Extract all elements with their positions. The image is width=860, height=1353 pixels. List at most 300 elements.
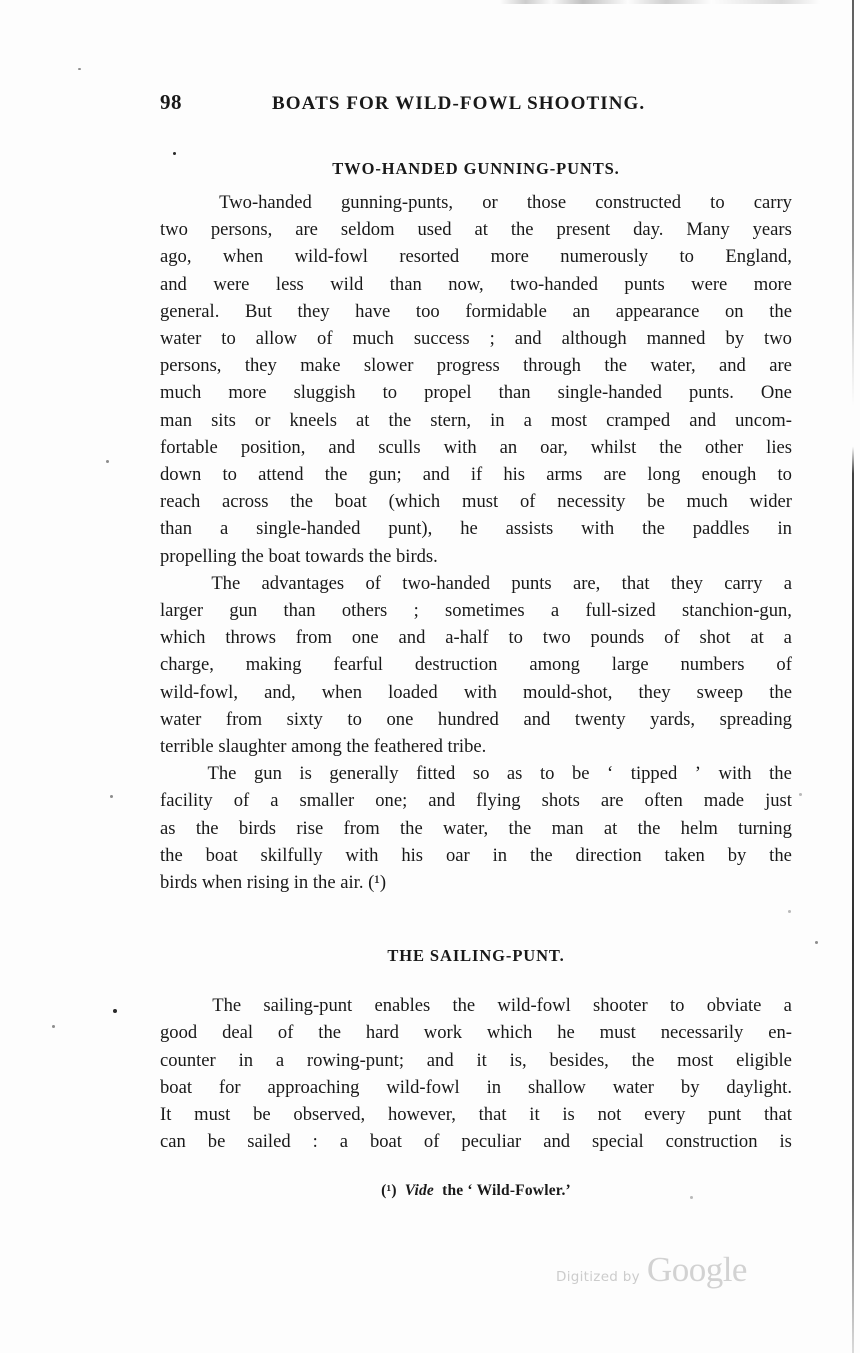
- word: gun: [229, 600, 258, 622]
- word: most: [677, 1049, 714, 1071]
- word: larger: [160, 600, 204, 622]
- word: and: [426, 1049, 454, 1071]
- word: man: [160, 409, 193, 431]
- word: throws: [225, 627, 276, 649]
- text-line: [160, 461, 792, 488]
- word: water: [612, 1076, 654, 1098]
- word: sailing-punt: [263, 995, 353, 1017]
- word: shooter: [593, 995, 648, 1017]
- word: facility: [160, 790, 213, 812]
- word: generally: [329, 763, 399, 785]
- word: boat: [160, 1076, 193, 1098]
- word: flying: [476, 790, 521, 812]
- word: of: [776, 654, 792, 676]
- word: in: [490, 409, 505, 431]
- word: and: [718, 355, 746, 377]
- word: approaching: [267, 1076, 360, 1098]
- scan-speck: [113, 1009, 117, 1013]
- word: punt),: [388, 518, 433, 540]
- word: is: [779, 1131, 792, 1153]
- word: it: [476, 1049, 487, 1071]
- word: among: [529, 654, 580, 676]
- word: an: [499, 436, 518, 458]
- word: or: [254, 409, 271, 431]
- word: single-handed: [256, 518, 361, 540]
- word: formidable: [465, 300, 547, 322]
- word: sixty: [286, 708, 323, 730]
- word: manned: [646, 328, 706, 350]
- word: rise: [296, 817, 324, 839]
- word: and: [328, 436, 356, 458]
- word: position,: [240, 436, 306, 458]
- word: from: [343, 817, 380, 839]
- word: slower: [363, 355, 414, 377]
- word: hundred: [437, 708, 499, 730]
- word: are: [603, 464, 627, 486]
- word: are,: [572, 572, 601, 594]
- word: it: [529, 1104, 540, 1126]
- paragraph-block: [160, 992, 792, 1155]
- word: ;: [489, 328, 495, 350]
- word: much: [160, 382, 202, 404]
- word: ago,: [160, 246, 192, 268]
- word: be: [253, 1104, 271, 1126]
- word: eligible: [736, 1049, 792, 1071]
- word: his: [401, 844, 424, 866]
- word: a-half: [445, 627, 489, 649]
- word: at: [356, 409, 370, 431]
- word: they: [297, 300, 330, 322]
- text-line: [160, 679, 792, 706]
- word: punts.: [688, 382, 734, 404]
- word: a: [783, 627, 792, 649]
- word: were: [691, 273, 728, 295]
- word: on: [725, 300, 744, 322]
- word: observed,: [293, 1104, 366, 1126]
- word: used: [417, 219, 452, 241]
- word: to: [222, 464, 237, 486]
- word: much: [352, 328, 394, 350]
- word: the: [195, 817, 219, 839]
- text-line: [160, 992, 792, 1019]
- word: is: [299, 763, 312, 785]
- word: large: [611, 654, 649, 676]
- word: in: [492, 844, 508, 866]
- word: stanchion-gun,: [681, 600, 792, 622]
- word: cramped: [606, 409, 671, 431]
- word: at: [603, 817, 618, 839]
- word: persons,: [160, 355, 222, 377]
- text-line: [160, 298, 792, 325]
- word: shot: [699, 627, 731, 649]
- word: years: [752, 219, 792, 241]
- word: carry: [753, 192, 792, 213]
- word: constructed: [595, 192, 682, 213]
- word: which: [486, 1022, 533, 1044]
- word: to: [777, 464, 792, 486]
- word: sluggish: [293, 382, 356, 404]
- word: water,: [443, 817, 489, 839]
- word: the: [659, 436, 682, 458]
- word: to: [679, 246, 694, 268]
- text-line: [160, 407, 792, 434]
- word: every: [644, 1104, 686, 1126]
- word: the: [324, 464, 348, 486]
- word: that: [478, 1104, 507, 1126]
- word: and: [422, 464, 450, 486]
- scan-speck: [799, 793, 802, 796]
- word: and: [523, 708, 551, 730]
- word: they: [638, 681, 671, 703]
- word: the: [604, 355, 628, 377]
- word: they: [670, 572, 703, 594]
- word: ’: [694, 763, 701, 785]
- word: than: [160, 518, 193, 540]
- word: the: [642, 518, 665, 540]
- word: (which: [388, 491, 441, 513]
- word: necessarily: [660, 1022, 744, 1044]
- word: the: [769, 300, 792, 322]
- section-heading-the-sailing-punt: THE SAILING-PUNT.: [387, 946, 565, 966]
- text-line: [160, 1128, 792, 1155]
- word: numbers: [680, 654, 745, 676]
- word: birds: [238, 817, 277, 839]
- word: the: [769, 763, 792, 785]
- word: too: [415, 300, 440, 322]
- word: and: [689, 409, 717, 431]
- word: or: [482, 192, 498, 213]
- word: down: [160, 464, 202, 486]
- text-line: [160, 243, 792, 270]
- word: one: [386, 708, 414, 730]
- text-line: [160, 815, 792, 842]
- word: they: [244, 355, 277, 377]
- word: Many: [686, 219, 730, 241]
- word: whilst: [590, 436, 637, 458]
- word: destruction: [414, 654, 498, 676]
- word: helm: [680, 817, 718, 839]
- word: as: [160, 817, 176, 839]
- word: sailed: [247, 1131, 291, 1153]
- word: the: [631, 1049, 655, 1071]
- word: and,: [264, 681, 296, 703]
- word: enables: [374, 995, 431, 1017]
- word: to: [508, 627, 523, 649]
- word: boat: [369, 1131, 402, 1153]
- word: loaded: [388, 681, 438, 703]
- word: mould-shot,: [523, 681, 613, 703]
- word: shots: [541, 790, 580, 812]
- word: at: [474, 219, 488, 241]
- word: arms: [546, 464, 583, 486]
- word: :: [312, 1131, 318, 1153]
- word: allow: [255, 328, 298, 350]
- paragraph-block: [160, 760, 792, 896]
- word: charge,: [160, 654, 214, 676]
- word: smaller: [299, 790, 355, 812]
- word: of: [317, 328, 333, 350]
- text-line: [160, 706, 792, 733]
- footnote-text: the ‘ Wild-Fowler.’: [442, 1182, 571, 1199]
- word: fitted: [416, 763, 456, 785]
- word: water: [160, 328, 202, 350]
- word: construction: [665, 1131, 758, 1153]
- word: the: [452, 995, 476, 1017]
- word: and: [160, 273, 187, 295]
- word: the: [290, 491, 313, 513]
- word: making: [245, 654, 302, 676]
- word: wider: [749, 491, 792, 513]
- word: a: [270, 790, 279, 812]
- word: if: [470, 464, 483, 486]
- word: by: [680, 1076, 700, 1098]
- word: present: [556, 219, 611, 241]
- word: can: [160, 1131, 186, 1153]
- word: single-handed: [557, 382, 662, 404]
- word: success: [413, 328, 470, 350]
- word: for: [218, 1076, 241, 1098]
- word: than: [283, 600, 316, 622]
- word: at: [750, 627, 764, 649]
- word: fortable: [160, 436, 218, 458]
- text-line: [160, 379, 792, 406]
- word: however,: [387, 1104, 456, 1126]
- word: paddles: [692, 518, 750, 540]
- scan-speck: [52, 1025, 55, 1028]
- word: two: [160, 219, 188, 241]
- word: The: [211, 572, 241, 594]
- word: assists: [505, 518, 554, 540]
- word: is: [562, 1104, 575, 1126]
- word: punts: [624, 273, 665, 295]
- word: were: [213, 273, 250, 295]
- word: one: [351, 627, 379, 649]
- word: made: [703, 790, 745, 812]
- word: the: [529, 844, 553, 866]
- word: although: [561, 328, 627, 350]
- word: to: [710, 192, 725, 213]
- word: in: [486, 1076, 502, 1098]
- word: progress: [436, 355, 500, 377]
- word: oar: [445, 844, 470, 866]
- word: the: [388, 409, 412, 431]
- text-line: terrible slaughter among the feathered tribe.: [160, 736, 487, 758]
- word: one;: [375, 790, 408, 812]
- word: general.: [160, 300, 220, 322]
- word: the: [510, 219, 534, 241]
- word: a: [275, 1049, 285, 1071]
- word: direction: [575, 844, 642, 866]
- word: the: [769, 844, 792, 866]
- footnote: [160, 1182, 792, 1200]
- page-number: 98: [160, 90, 182, 114]
- word: have: [355, 300, 391, 322]
- word: make: [300, 355, 341, 377]
- word: from: [295, 627, 332, 649]
- word: in: [238, 1049, 254, 1071]
- word: the: [399, 817, 423, 839]
- word: that: [621, 572, 650, 594]
- word: is,: [509, 1049, 527, 1071]
- word: a: [523, 409, 532, 431]
- word: with: [718, 763, 752, 785]
- word: are: [600, 790, 624, 812]
- word: resorted: [399, 246, 460, 268]
- word: which: [160, 627, 206, 649]
- word: must: [599, 1022, 636, 1044]
- word: punt: [708, 1104, 742, 1126]
- text-line: [160, 597, 792, 624]
- scan-speck: [106, 460, 109, 463]
- scan-speck: [78, 68, 81, 70]
- word: with: [463, 681, 497, 703]
- word: But: [245, 300, 272, 322]
- word: carry: [724, 572, 763, 594]
- word: from: [225, 708, 263, 730]
- word: more: [228, 382, 267, 404]
- word: he: [557, 1022, 575, 1044]
- word: daylight.: [726, 1076, 792, 1098]
- scan-edge-line: [852, 0, 854, 1353]
- word: uncom-: [735, 409, 792, 431]
- word: with: [345, 844, 379, 866]
- word: wild-fowl,: [160, 681, 238, 703]
- word: of: [277, 1022, 294, 1044]
- word: other: [704, 436, 744, 458]
- word: much: [686, 491, 728, 513]
- word: persons,: [210, 219, 273, 241]
- word: the: [318, 1022, 341, 1044]
- word: attend: [258, 464, 304, 486]
- google-digitization-watermark: [556, 1252, 747, 1287]
- word: numerously: [560, 246, 649, 268]
- word: oar,: [540, 436, 568, 458]
- footnote-italic-title: Vide: [404, 1182, 434, 1199]
- word: water: [160, 708, 202, 730]
- word: man: [551, 817, 584, 839]
- word: long: [647, 464, 681, 486]
- word: necessity: [557, 491, 626, 513]
- word: appearance: [615, 300, 700, 322]
- word: good: [160, 1022, 198, 1044]
- text-line: [160, 434, 792, 461]
- word: sculls: [378, 436, 421, 458]
- word: and: [428, 790, 456, 812]
- word: just: [765, 790, 792, 812]
- text-line: [160, 1101, 792, 1128]
- text-line: propelling the boat towards the birds.: [160, 545, 438, 567]
- word: a: [339, 1131, 348, 1153]
- word: that: [763, 1104, 792, 1126]
- word: a: [219, 518, 229, 540]
- running-head: BOATS FOR WILD-FOWL SHOOTING.: [272, 93, 646, 114]
- word: of: [519, 491, 536, 513]
- word: boat: [334, 491, 367, 513]
- word: obviate: [706, 995, 762, 1017]
- word: turning: [738, 817, 792, 839]
- word: of: [664, 627, 680, 649]
- word: gun: [253, 763, 282, 785]
- word: an: [572, 300, 591, 322]
- word: England,: [725, 246, 792, 268]
- text-line: [160, 271, 792, 298]
- section-heading-two-handed-gunning-punts: TWO-HANDED GUNNING-PUNTS.: [332, 159, 620, 178]
- word: work: [423, 1022, 463, 1044]
- word: water,: [650, 355, 696, 377]
- word: One: [760, 382, 792, 404]
- text-line: [160, 624, 792, 651]
- word: and: [543, 1131, 571, 1153]
- word: he: [460, 518, 478, 540]
- text-line: [160, 1074, 792, 1101]
- word: kneels: [289, 409, 337, 431]
- text-line: [160, 787, 792, 814]
- word: stern,: [430, 409, 472, 431]
- word: en-: [768, 1022, 792, 1044]
- word: to: [539, 763, 555, 785]
- word: of: [233, 790, 250, 812]
- word: wild-fowl: [497, 995, 571, 1017]
- word: be: [647, 491, 665, 513]
- text-line: [160, 1047, 792, 1074]
- word: and: [514, 328, 542, 350]
- word: two-handed: [510, 273, 598, 295]
- word: skilfully: [260, 844, 323, 866]
- word: and: [398, 627, 426, 649]
- word: a: [550, 600, 560, 622]
- word: most: [550, 409, 588, 431]
- word: often: [644, 790, 683, 812]
- word: It: [160, 1104, 172, 1126]
- word: spreading: [719, 708, 792, 730]
- text-column: [160, 90, 792, 1156]
- text-line: [160, 1019, 792, 1046]
- watermark-prefix: Digitized by: [556, 1269, 640, 1285]
- word: hard: [365, 1022, 399, 1044]
- text-line: [160, 515, 792, 542]
- scan-top-artifact: [500, 0, 820, 4]
- word: are: [295, 219, 318, 241]
- word: pounds: [590, 627, 645, 649]
- word: taken: [664, 844, 705, 866]
- page-header: [160, 90, 792, 124]
- word: two-handed: [402, 572, 491, 594]
- word: to: [669, 995, 685, 1017]
- word: more: [490, 246, 529, 268]
- word: when: [321, 681, 363, 703]
- word: punts: [511, 572, 552, 594]
- word: yards,: [650, 708, 696, 730]
- word: when: [222, 246, 264, 268]
- word: tipped: [630, 763, 678, 785]
- text-line: [160, 651, 792, 678]
- word: wild-fowl: [294, 246, 368, 268]
- word: others: [341, 600, 388, 622]
- word: seldom: [340, 219, 395, 241]
- word: wild: [330, 273, 364, 295]
- word: The: [212, 995, 242, 1017]
- word: by: [725, 328, 745, 350]
- word: sweep: [696, 681, 744, 703]
- text-line: [160, 352, 792, 379]
- word: lies: [766, 436, 792, 458]
- scan-speck: [110, 795, 113, 798]
- word: be: [571, 763, 590, 785]
- word: Two-handed: [219, 192, 312, 213]
- text-line: [160, 842, 792, 869]
- word: enough: [701, 464, 757, 486]
- word: with: [443, 436, 477, 458]
